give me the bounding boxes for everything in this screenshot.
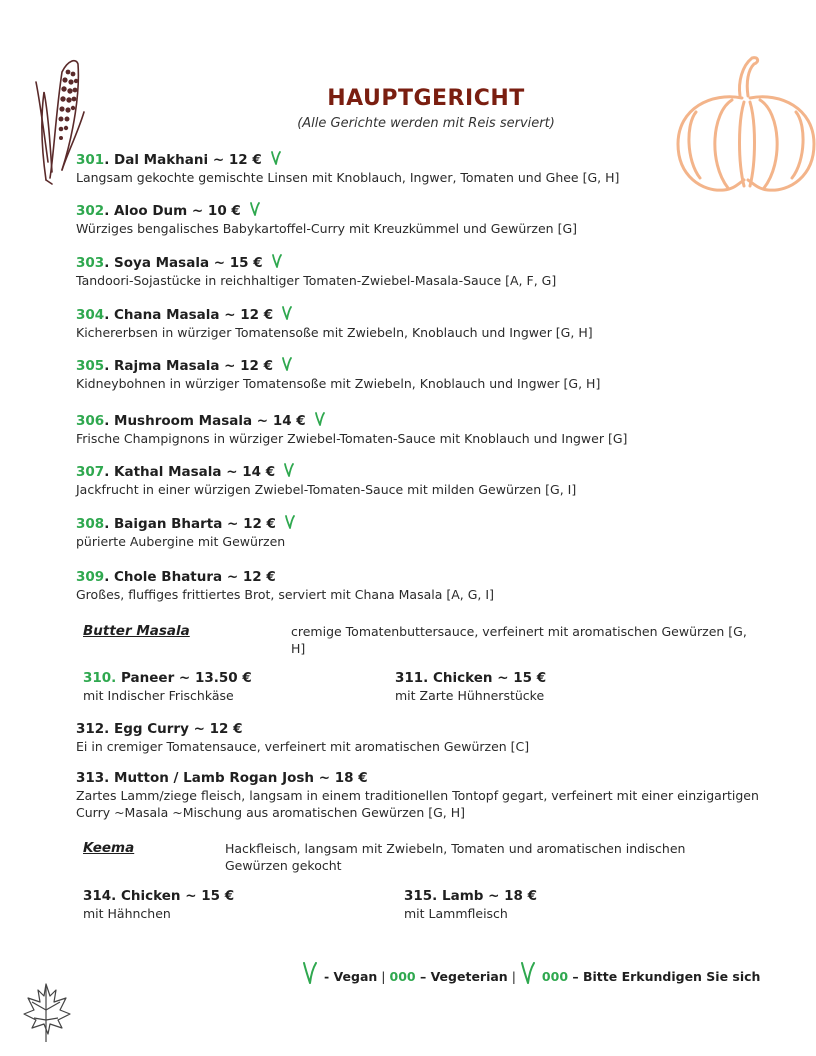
menu-item-name: . Chole Bhatura ~ 12 €	[104, 569, 276, 585]
menu-item-name: 313. Mutton / Lamb Rogan Josh ~ 18 €	[76, 770, 368, 786]
menu-item-number: 307	[76, 464, 105, 480]
vegan-leaf-icon	[281, 306, 293, 320]
menu-item-number: 304	[76, 307, 105, 323]
menu-item-name: 314. Chicken ~ 15 €	[83, 888, 235, 904]
menu-item-title	[76, 568, 776, 586]
vegan-leaf-icon	[314, 412, 326, 426]
menu-item-number: 303	[76, 255, 105, 271]
vegan-leaf-icon	[271, 254, 283, 268]
menu-item-description: Tandoori-Sojastücke in reichhaltiger Tomaten-Zwiebel-Masala-Sauce [A, F, G]	[76, 273, 557, 288]
menu-item-description: mit Lammfleisch	[404, 906, 508, 921]
legend-ask: – Bitte Erkundigen Sie sich	[572, 969, 761, 984]
menu-item-name: . Chana Masala ~ 12 €	[104, 307, 274, 323]
menu-item	[76, 306, 776, 341]
menu-item-description: Jackfrucht in einer würzigen Zwiebel-Tomaten-Sauce mit milden Gewürzen [G, I]	[76, 482, 577, 497]
page-title: HAUPTGERICHT	[327, 86, 525, 111]
vegan-leaf-icon	[284, 515, 296, 529]
menu-item	[395, 669, 695, 704]
menu-item-name: . Mushroom Masala ~ 14 €	[104, 413, 306, 429]
menu-item-description: Langsam gekochte gemischte Linsen mit Knoblauch, Ingwer, Tomaten und Ghee [G, H]	[76, 170, 620, 185]
menu-item-description: Würziges bengalisches Babykartoffel-Curry mit Kreuzkümmel und Gewürzen [G]	[76, 221, 578, 236]
vegan-leaf-icon	[302, 962, 318, 984]
legend-vegetarian-code: 000	[389, 969, 416, 984]
maple-leaf-icon	[20, 980, 72, 1046]
menu-item	[76, 463, 776, 498]
menu-item	[83, 669, 383, 704]
menu-item	[76, 202, 776, 237]
menu-item	[76, 254, 776, 289]
butter-masala-label: Butter Masala	[83, 623, 190, 639]
menu-item-name: . Soya Masala ~ 15 €	[104, 255, 263, 271]
menu-item-name: 311. Chicken ~ 15 €	[395, 670, 547, 686]
menu-item-name: . Baigan Bharta ~ 12 €	[104, 516, 276, 532]
menu-item-number: 308	[76, 516, 105, 532]
menu-item-description: Großes, fluffiges frittiertes Brot, serviert mit Chana Masala [A, G, I]	[76, 587, 494, 602]
page-subtitle: (Alle Gerichte werden mit Reis serviert)	[297, 116, 555, 131]
menu-item-description: Frische Champignons in würziger Zwiebel-Tomaten-Sauce mit Knoblauch und Ingwer [G]	[76, 431, 628, 446]
vegan-leaf-icon	[520, 962, 536, 984]
menu-item-title	[83, 669, 383, 687]
menu-item-name: . Rajma Masala ~ 12 €	[104, 358, 274, 374]
keema-label: Keema	[83, 840, 135, 856]
menu-item-description: mit Zarte Hühnerstücke	[395, 688, 545, 703]
menu-item-description: mit Hähnchen	[83, 906, 171, 921]
menu-item	[83, 887, 383, 922]
menu-item-description: Kichererbsen in würziger Tomatensoße mit Zwiebeln, Knoblauch und Ingwer [G, H]	[76, 325, 593, 340]
menu-item-description: Kidneybohnen in würziger Tomatensoße mit Zwiebeln, Knoblauch und Ingwer [G, H]	[76, 376, 601, 391]
legend-ask-code: 000	[541, 969, 569, 984]
menu-item-name: . Dal Makhani ~ 12 €	[104, 152, 262, 168]
menu-item	[76, 568, 776, 603]
menu-item-number: 302	[76, 203, 105, 219]
menu-item-description: Ei in cremiger Tomatensauce, verfeinert mit aromatischen Gewürzen [C]	[76, 739, 530, 754]
menu-item-title	[76, 412, 776, 430]
menu-item-title	[76, 515, 776, 533]
menu-item	[76, 769, 760, 821]
vegan-leaf-icon	[270, 151, 282, 165]
menu-item-name: Paneer ~ 13.50 €	[116, 670, 252, 686]
menu-item-title	[76, 306, 776, 324]
menu-item-title	[76, 357, 776, 375]
menu-item	[76, 357, 776, 392]
menu-item-title	[76, 463, 776, 481]
menu-item-number: 301	[76, 152, 105, 168]
butter-masala-description: cremige Tomatenbuttersauce, verfeinert mit aromatischen Gewürzen [G, H]	[291, 624, 747, 656]
menu-item-name: . Aloo Dum ~ 10 €	[104, 203, 241, 219]
diet-legend: - Vegan | 000 – Vegeterian | 000 – Bitte Erkundigen Sie sich	[302, 962, 760, 984]
menu-item-description: mit Indischer Frischkäse	[83, 688, 234, 703]
menu-item	[76, 720, 776, 755]
menu-item-number: 305	[76, 358, 105, 374]
legend-vegetarian: – Vegeterian	[419, 969, 508, 984]
keema-description: Hackfleisch, langsam mit Zwiebeln, Tomaten und aromatischen indischen Gewürzen gekocht	[225, 841, 686, 873]
menu-item-title	[76, 202, 776, 220]
menu-item-number: 309	[76, 569, 105, 585]
menu-item	[404, 887, 704, 922]
menu-item-description: pürierte Aubergine mit Gewürzen	[76, 534, 286, 549]
menu-item	[76, 515, 776, 550]
legend-vegan: - Vegan	[324, 969, 378, 984]
menu-item	[76, 412, 776, 447]
menu-item-number: 306	[76, 413, 105, 429]
menu-item-name: 315. Lamb ~ 18 €	[404, 888, 538, 904]
menu-item-description: Zartes Lamm/ziege fleisch, langsam in einem traditionellen Tontopf gegart, verfeinert mit einer einzigartigen Curry ~Masala ~Mischung aus aromatischen Gewürzen [G, H]	[76, 788, 759, 820]
vegan-leaf-icon	[281, 357, 293, 371]
menu-item-number: 310.	[83, 670, 117, 686]
menu-item-title	[76, 254, 776, 272]
menu-item-title	[76, 151, 776, 169]
vegan-leaf-icon	[283, 463, 295, 477]
menu-item	[76, 151, 776, 186]
menu-item-name: 312. Egg Curry ~ 12 €	[76, 721, 243, 737]
vegan-leaf-icon	[249, 202, 261, 216]
menu-item-name: . Kathal Masala ~ 14 €	[104, 464, 276, 480]
